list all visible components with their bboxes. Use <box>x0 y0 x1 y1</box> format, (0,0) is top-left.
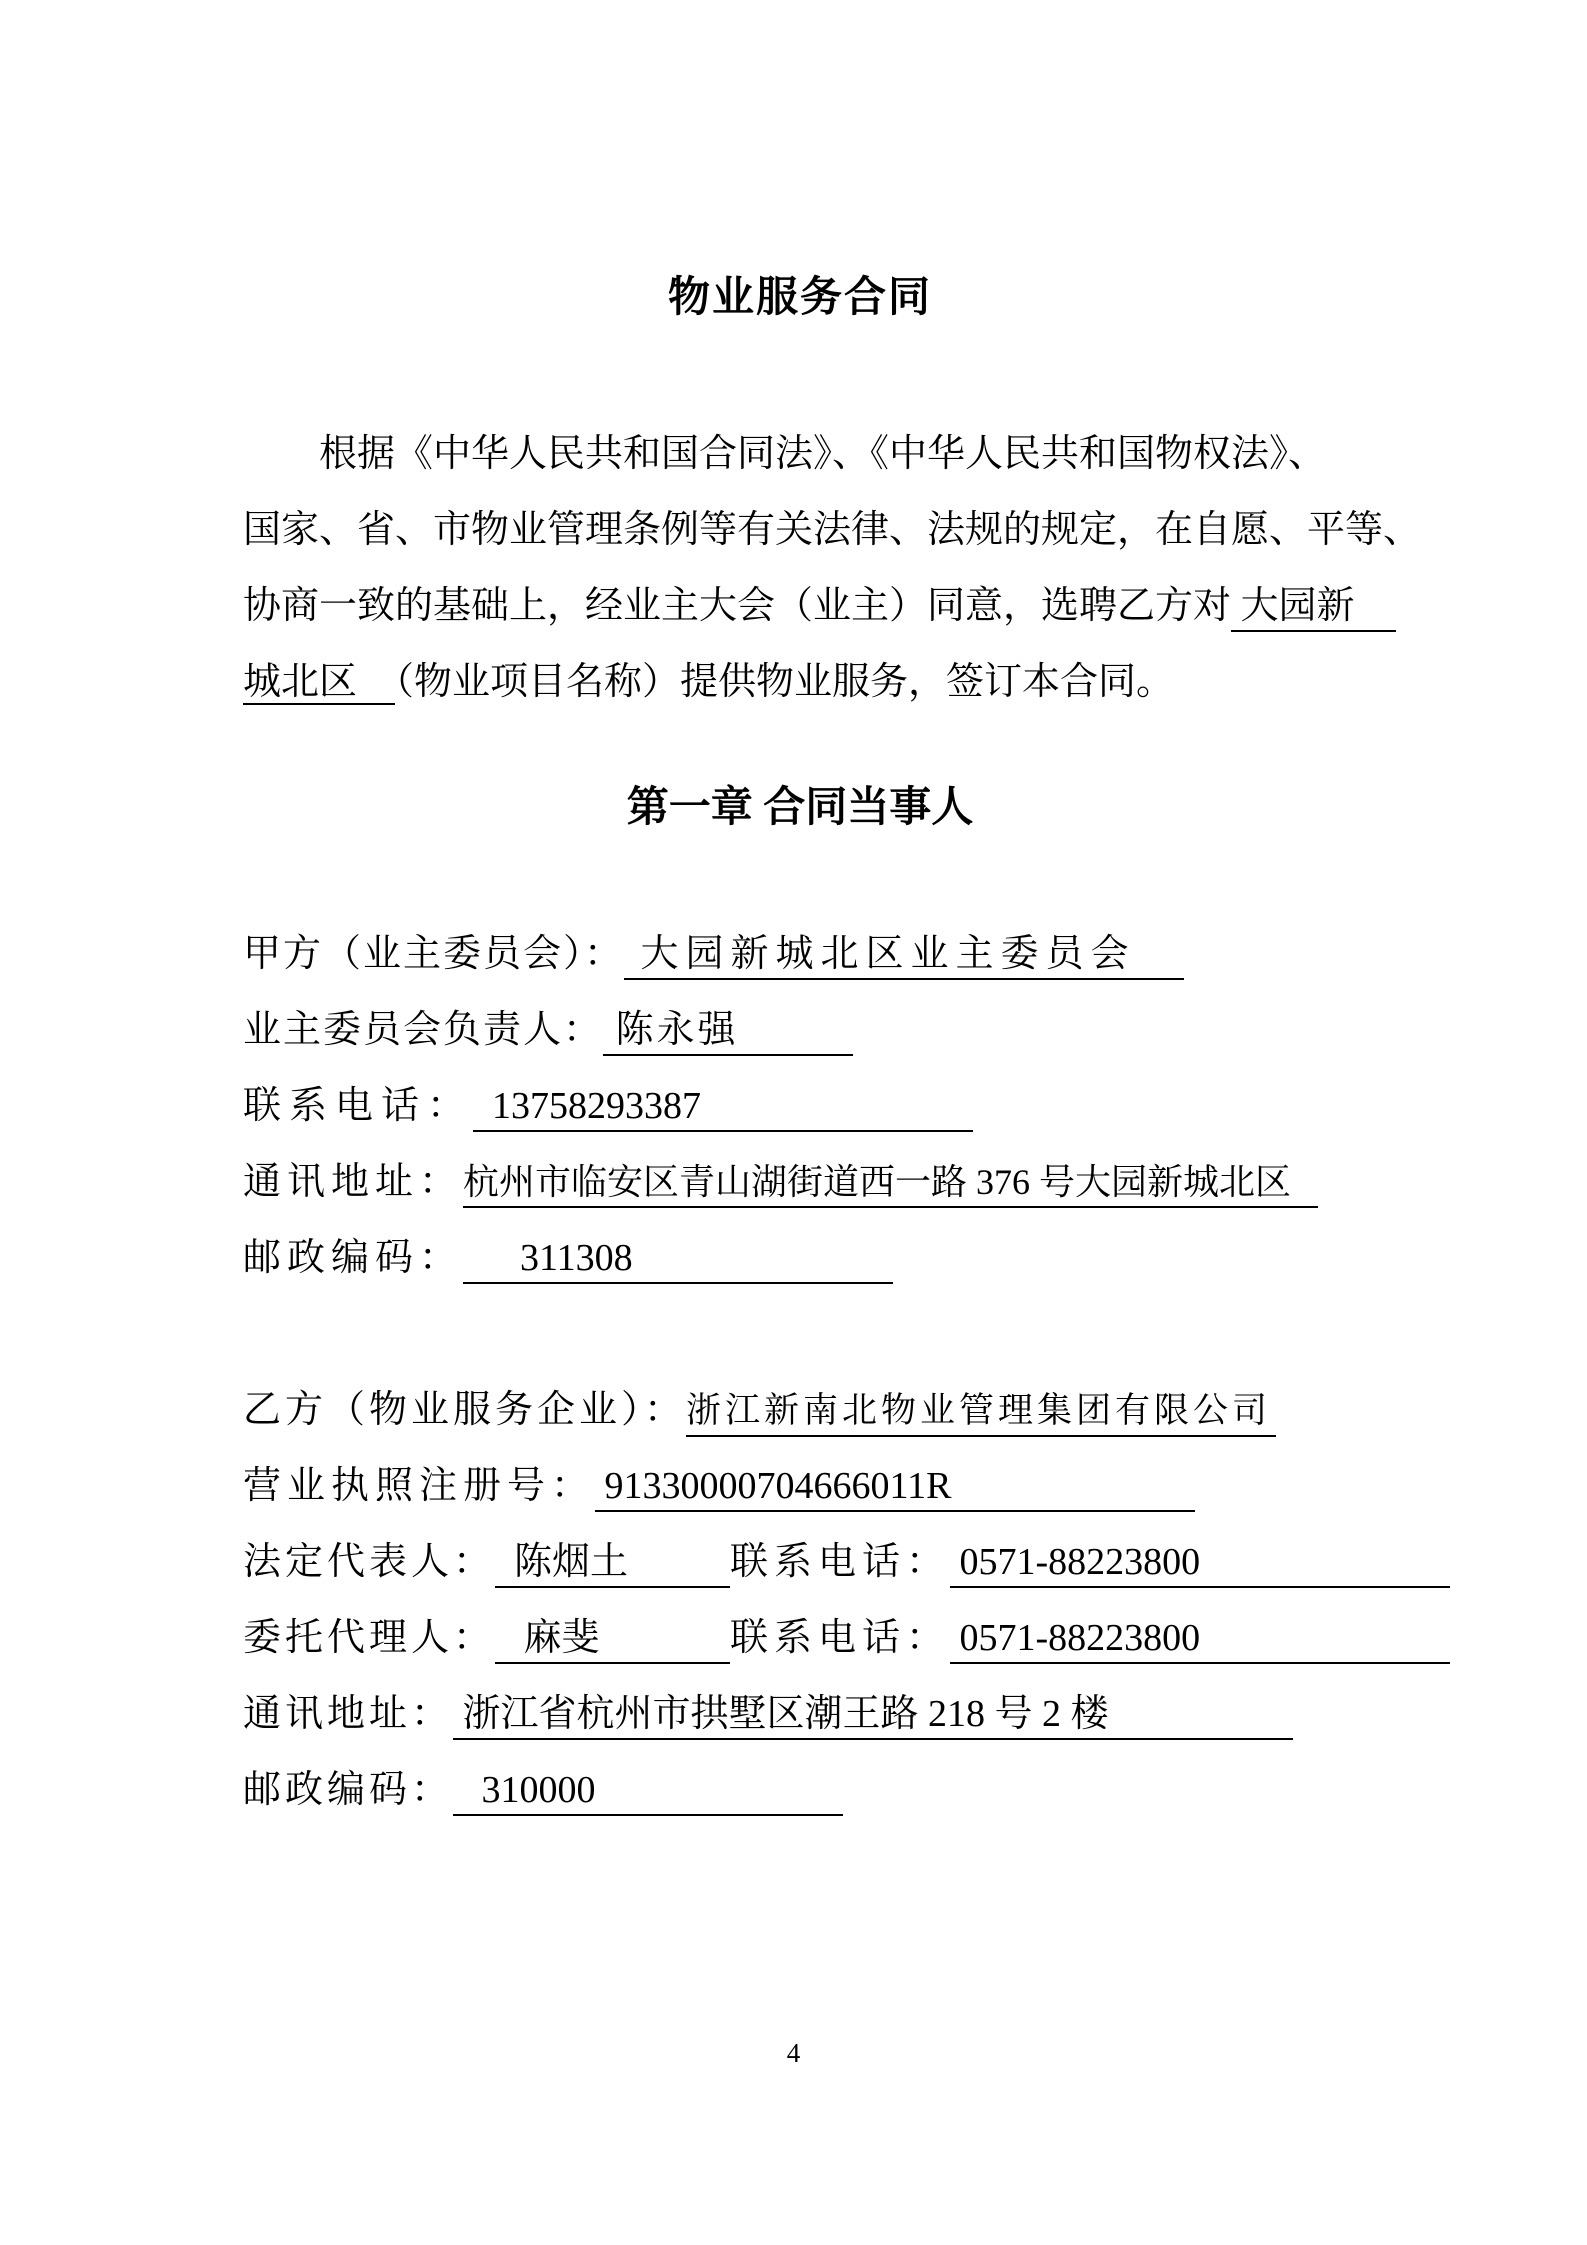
party-b-legal-rep-phone-value: 0571-88223800 <box>950 1538 1450 1588</box>
party-a-section <box>243 916 1357 1296</box>
party-b-address-row <box>243 1676 1357 1752</box>
party-b-license-label: 营业执照注册号： <box>243 1465 596 1507</box>
party-b-license-value: 91330000704666011R <box>595 1462 1195 1512</box>
party-a-address-value: 杭州市临安区青山湖街道西一路 376 号大园新城北区 <box>463 1158 1318 1208</box>
preamble-line-2: 国家、省、市物业管理条例等有关法律、法规的规定，在自愿、平等、 <box>243 509 1422 551</box>
party-b-address-label: 通讯地址： <box>243 1693 454 1735</box>
preamble-line-4-text: （物业项目名称）提供物业服务，签订本合同。 <box>395 661 1175 703</box>
party-b-name-row <box>243 1372 1357 1448</box>
party-b-agent-phone-value: 0571-88223800 <box>950 1614 1450 1664</box>
project-name-underlined-part-2: 城北区 <box>243 661 396 703</box>
chapter-heading: 第一章 合同当事人 <box>626 785 974 831</box>
party-a-representative-value: 陈永强 <box>603 1006 853 1056</box>
party-b-section <box>243 1372 1357 1828</box>
project-name-underlined-part-1: 大园新 <box>1231 582 1396 632</box>
party-b-agent-label: 委托代理人： <box>243 1617 496 1659</box>
document-title: 物业服务合同 <box>667 275 932 321</box>
party-b-agent-phone-label: 联系电话： <box>730 1617 951 1659</box>
party-a-representative-label: 业主委员会负责人： <box>243 1009 604 1051</box>
party-b-postcode-label: 邮政编码： <box>243 1769 454 1811</box>
preamble-line-3-text: 协商一致的基础上，经业主大会（业主）同意，选聘乙方对 <box>243 585 1232 627</box>
party-a-phone-label: 联系电话： <box>243 1085 474 1127</box>
party-b-postcode-value: 310000 <box>453 1766 843 1816</box>
party-b-agent-row <box>243 1600 1357 1676</box>
party-b-legal-rep-value: 陈烟土 <box>495 1538 730 1588</box>
party-b-legal-rep-row <box>243 1524 1357 1600</box>
party-b-postcode-row <box>243 1752 1357 1828</box>
party-a-representative-row <box>243 992 1357 1068</box>
party-a-name-label: 甲方（业主委员会）： <box>243 933 625 975</box>
party-a-phone-row <box>243 1068 1357 1144</box>
party-a-postcode-value: 311308 <box>463 1234 893 1284</box>
preamble-paragraph <box>243 416 1422 720</box>
party-b-address-value: 浙江省杭州市拱墅区潮王路 218 号 2 楼 <box>453 1690 1293 1740</box>
preamble-line-1: 根据《中华人民共和国合同法》、《中华人民共和国物权法》、 <box>319 433 1327 475</box>
party-a-phone-value: 13758293387 <box>473 1082 973 1132</box>
party-a-name-row <box>243 916 1357 992</box>
party-b-legal-rep-label: 法定代表人： <box>243 1541 496 1583</box>
party-b-name-label: 乙方（物业服务企业）： <box>243 1389 687 1431</box>
page-number: 4 <box>786 2038 801 2068</box>
party-b-name-value: 浙江新南北物业管理集团有限公司 <box>686 1387 1276 1437</box>
party-a-postcode-row <box>243 1220 1357 1296</box>
party-b-agent-value: 麻斐 <box>495 1614 730 1664</box>
party-a-name-value: 大园新城北区业主委员会 <box>624 930 1184 980</box>
party-b-legal-rep-phone-label: 联系电话： <box>730 1541 951 1583</box>
preamble-line-4 <box>243 644 1357 720</box>
party-a-address-label: 通讯地址： <box>243 1161 464 1203</box>
party-a-postcode-label: 邮政编码： <box>243 1237 464 1279</box>
party-b-license-row <box>243 1448 1357 1524</box>
preamble-line-3 <box>243 568 1357 644</box>
party-a-address-row <box>243 1144 1357 1220</box>
